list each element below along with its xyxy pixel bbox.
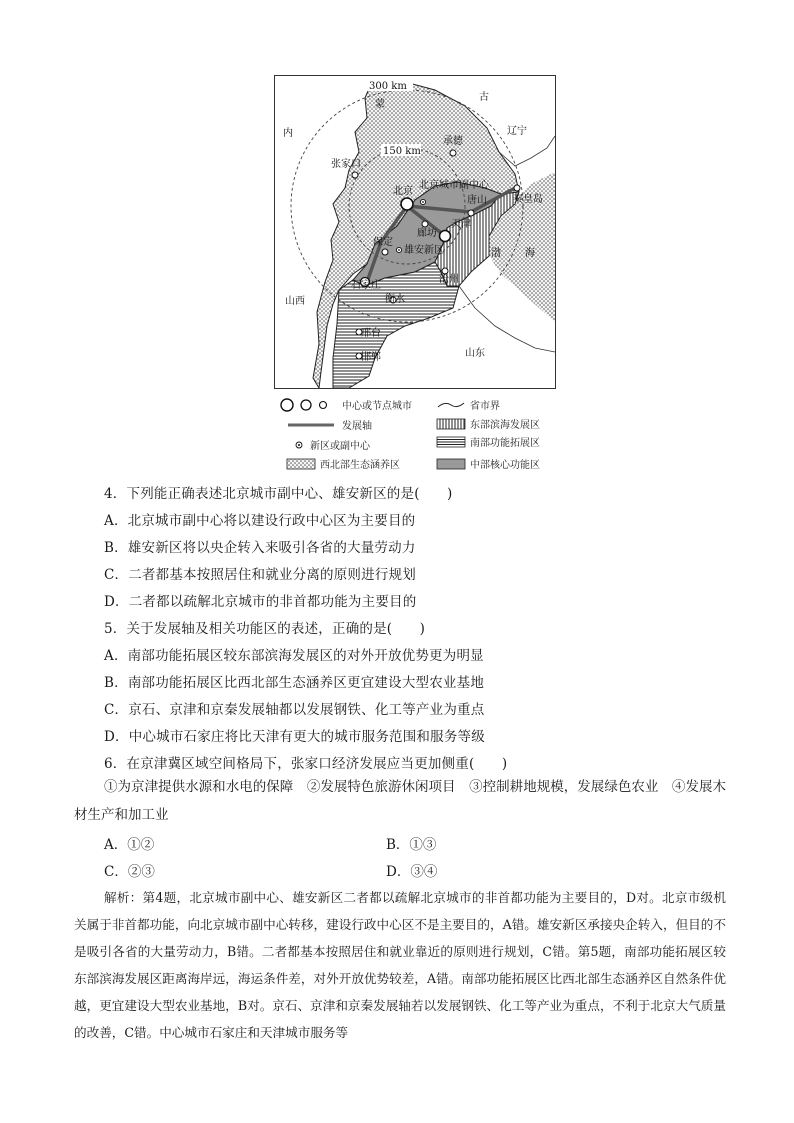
region-map [274,75,556,389]
label-liaoning: 辽宁 [507,126,527,137]
map-legend [278,393,568,475]
label-tianjin: 天津 [451,219,471,230]
vertical-hatch-icon [436,418,466,430]
dotted-area-icon [286,458,316,470]
city-beijing [401,198,413,210]
label-gu: 古 [479,92,489,103]
axis-line-icon [280,419,338,431]
label-300km: 300 km [369,81,407,92]
legend-newarea: 新区或副中心 [292,437,370,452]
label-150km: 150 km [383,146,421,157]
question-4-option-b: B．雄安新区将以央企转入来吸引各省的大量劳动力 [104,540,416,556]
map-svg [275,76,555,388]
legend-northwest: 西北部生态涵养区 [286,456,400,471]
question-5-option-b: B．南部功能拓展区比西北部生态涵养区更宜建设大型农业基地 [104,675,485,691]
legend-center-city: 中心或节点城市 [280,397,412,412]
label-tangshan: 唐山 [467,195,487,206]
question-5-option-c: C．京石、京津和京秦发展轴都以发展钢铁、化工等产业为重点 [104,702,485,718]
gray-area-icon [436,458,466,470]
question-6-option-c: C．②③ [104,864,155,880]
question-5-option-d: D．中心城市石家庄将比天津有更大的城市服务范围和服务等级 [104,729,485,745]
question-4-option-c: C．二者都基本按照居住和就业分离的原则进行规划 [104,567,416,583]
city-zhangjiakou [352,172,358,178]
label-cangzhou: 沧州 [439,274,459,285]
question-6-statements: ①为京津提供水源和水电的保障 ②发展特色旅游休闲项目 ③控制耕地规模，发展绿色农业 ④发展木材生产和加工业 [74,779,726,823]
label-baoding: 保定 [373,237,393,248]
border-line-icon [436,399,466,411]
label-shijiazhuang: 石家庄 [351,280,381,291]
city-langfang [422,221,428,227]
label-nei: 内 [283,128,293,139]
city-circles-icon [280,398,338,412]
city-baoding [382,249,388,255]
legend-south: 南部功能拓展区 [436,434,540,449]
question-5-option-a: A．南部功能拓展区较东部滨海发展区的对外开放优势更为明显 [104,648,484,664]
legend-east: 东部滨海发展区 [436,416,540,431]
label-chengde: 承德 [443,136,463,147]
city-tianjin [440,231,451,242]
question-6-option-b: B．①③ [386,837,437,853]
legend-axis: 发展轴 [280,417,372,432]
legend-core: 中部核心功能区 [436,456,540,471]
legend-border: 省市界 [436,397,500,412]
label-meng: 蒙 [375,99,385,110]
label-shandong: 山东 [465,348,485,359]
question-4-option-d: D．二者都以疏解北京城市的非首都功能为主要目的 [104,594,417,610]
label-hai: 海 [525,248,535,259]
city-chengde [450,150,456,156]
label-beijing: 北京 [393,186,413,197]
label-zhangjiakou: 张家口 [331,159,361,170]
city-qinhuangdao [514,185,520,191]
label-shanxi: 山西 [285,296,305,307]
question-4-option-a: A．北京城市副中心将以建设行政中心区为主要目的 [104,513,416,529]
label-bo: 渤 [491,248,501,259]
answer-explanation: 解析：第4题，北京城市副中心、雄安新区二者都以疏解北京城市的非首都功能为主要目的，D对。北京市级机关属于非首都功能，向北京城市副中心转移，建设行政中心区不是主要目的，A错。雄安新区承接央企转入，但目的不是吸引各省的大量劳动力，B错。二者都基本按照居住和就业靠近的原则进行规划，C错。第5题，南部功能拓展区较东部滨海发展区距离海岸远，海运条件差，对外开放优势较差，A错。南部功能拓展区比西北部生态涵养区自然条件优越，更宜建设大型农业基地，B对。京石、京津和京秦发展轴若以发展钢铁、化工等产业为重点，不利于北京大气质量的改善，C错。中心城市石家庄和天津城市服务等 [74,890,726,1040]
label-langfang: 廊坊 [417,228,437,239]
label-qinhuangdao: 秦皇岛 [513,194,543,205]
question-6-stem: 6．在京津冀区域空间格局下，张家口经济发展应当更加侧重( ) [104,756,508,772]
province-border [499,136,555,166]
label-hengshui: 衡水 [385,294,405,305]
label-xiongan: 雄安新区 [404,245,444,256]
label-handan: 邯郸 [361,352,381,363]
label-xingtai: 邢台 [361,328,381,339]
question-4-stem: 4．下列能正确表述北京城市副中心、雄安新区的是( ) [104,486,453,502]
horizontal-hatch-icon [436,436,466,448]
new-area-icon [292,439,306,451]
question-6-option-a: A．①② [104,837,155,853]
label-fuzhongxin: 北京城市副中心 [419,180,489,191]
city-tangshan [468,210,474,216]
question-6-option-d: D．③④ [386,864,438,880]
question-5-stem: 5．关于发展轴及相关功能区的表述，正确的是( ) [104,621,426,637]
